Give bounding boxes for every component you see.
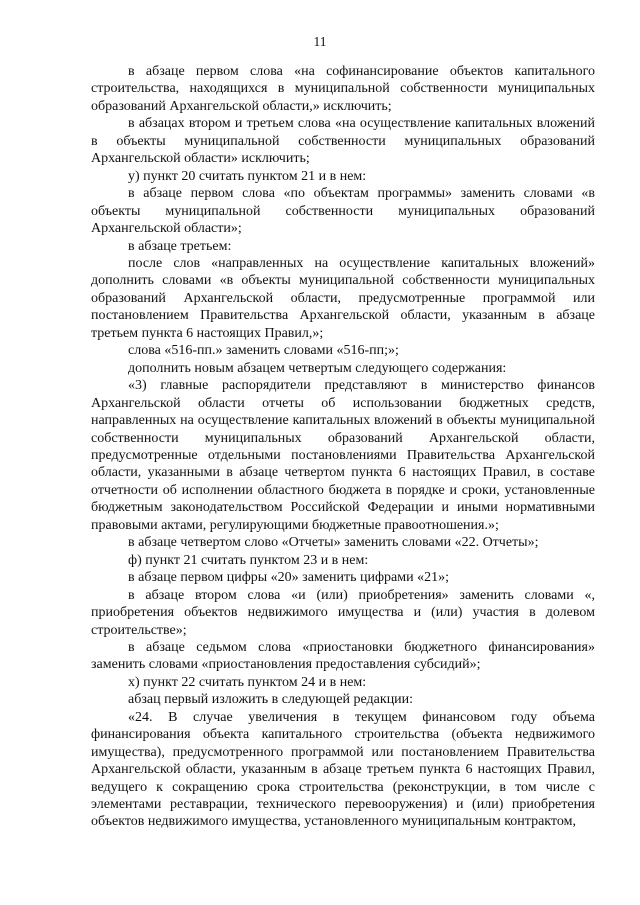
paragraph: дополнить новым абзацем четвертым следующего содержания: — [128, 360, 507, 376]
paragraph: после слов «направленных на осуществление капитальных вложений» дополнить словами «в объекты муниципальной собственности муниципальных образований Архангельской области, предусмотренные программой или постановлением Правительства Архангельской области, указанным в абзаце третьем пункта 6 настоящих Правил,»; — [91, 255, 595, 341]
paragraph: ф) пункт 21 считать пунктом 23 и в нем: — [128, 552, 369, 568]
paragraph: в абзаце третьем: — [128, 238, 232, 254]
paragraph: х) пункт 22 считать пунктом 24 и в нем: — [128, 674, 367, 690]
paragraph: в абзацах втором и третьем слова «на осуществление капитальных вложений в объекты муниципальной собственности муниципальных образований Архангельской области» исключить; — [91, 116, 595, 167]
page-number: 11 — [313, 34, 327, 49]
paragraph: в абзаце четвертом слово «Отчеты» заменить словами «22. Отчеты»; — [128, 535, 539, 551]
paragraph: в абзаце первом слова «по объектам программы» заменить словами «в объекты муниципальной собственности муниципальных образований Архангельской области»; — [91, 186, 595, 237]
document-body — [91, 63, 595, 831]
paragraph: в абзаце седьмом слова «приостановки бюджетного финансирования» заменить словами «приостановления предоставления субсидий»; — [91, 639, 595, 673]
paragraph: «3) главные распорядители представляют в министерство финансов Архангельской области отчеты об использовании бюджетных средств, направленных на осуществление капитальных вложений в объекты муниципальной собственности муниципальных образований Архангельской области, предусмотренные отдельными постановлениями Правительства Архангельской области, указанными в абзаце четвертом пункта 6 настоящих Правил, в составе отчетности об исполнении областного бюджета в порядке и сроки, установленные бюджетным законодательством Российской Федерации и иными нормативными правовыми актами, регулирующими бюджетные правоотношения.»; — [91, 378, 595, 533]
paragraph: в абзаце первом слова «на софинансирование объектов капитального строительства, находящихся в муниципальной собственности муниципальных образований Архангельской области,» исключить; — [91, 64, 595, 114]
paragraph: «24. В случае увеличения в текущем финансовом году объема финансирования объекта капитального строительства (объекта недвижимого имущества), предусмотренного программой или постановлением Правительства Архангельской области, указанным в абзаце третьем пункта 6 настоящих Правил, ведущего к сокращению срока строительства (реконструкции, в том числе с элементами реставрации, технического перевооружения) и (или) приобретения объектов недвижимого имущества, установленного муниципальным контрактом, — [91, 709, 595, 830]
paragraph: у) пункт 20 считать пунктом 21 и в нем: — [128, 168, 367, 184]
paragraph: абзац первый изложить в следующей редакции: — [128, 692, 414, 708]
paragraph: в абзаце первом цифры «20» заменить цифрами «21»; — [128, 570, 449, 586]
paragraph: в абзаце втором слова «и (или) приобретения» заменить словами «, приобретения объектов недвижимого имущества и (или) участия в долевом строительстве»; — [91, 587, 595, 638]
paragraph: слова «516-пп.» заменить словами «516-пп;»; — [128, 343, 399, 359]
